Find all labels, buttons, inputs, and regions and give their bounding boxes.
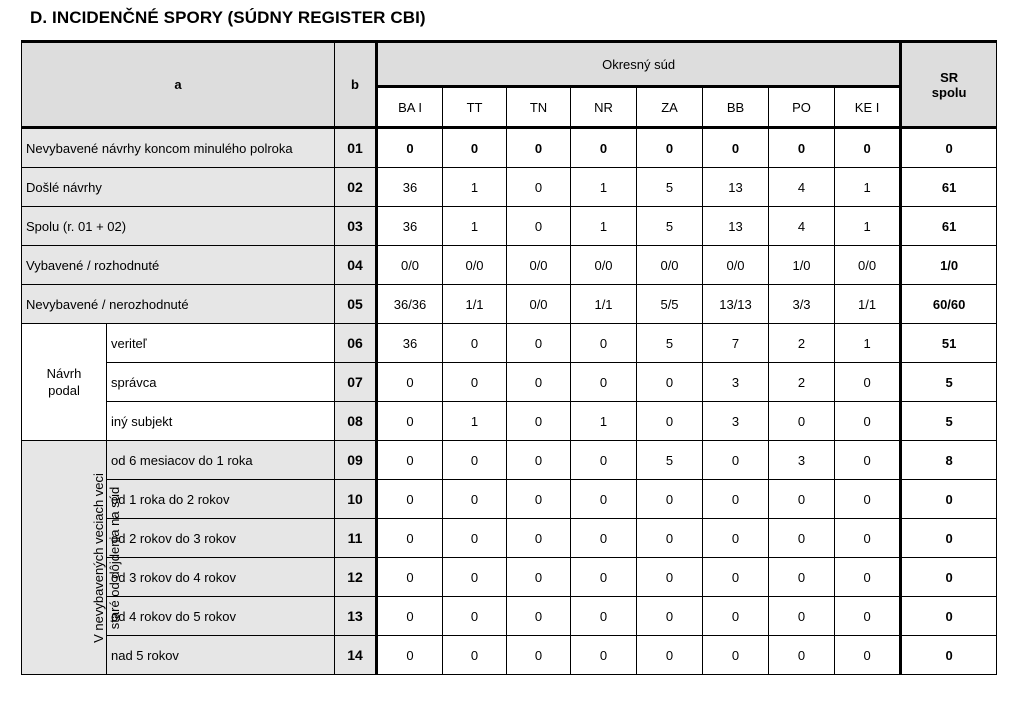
value-cell: 0 <box>769 558 835 597</box>
page-title: D. INCIDENČNÉ SPORY (SÚDNY REGISTER CBI) <box>30 8 426 27</box>
court-header-0: BA I <box>377 87 443 128</box>
value-cell: 0 <box>507 402 571 441</box>
value-cell: 0 <box>507 441 571 480</box>
value-cell: 0/0 <box>507 246 571 285</box>
row-code: 03 <box>335 207 377 246</box>
value-cell: 0/0 <box>835 246 901 285</box>
table-row <box>22 246 997 285</box>
court-header-2: TN <box>507 87 571 128</box>
row-code: 01 <box>335 128 377 168</box>
table-row <box>22 168 997 207</box>
value-cell: 2 <box>769 363 835 402</box>
value-cell: 0 <box>769 480 835 519</box>
value-cell: 1 <box>571 168 637 207</box>
value-cell: 0 <box>377 441 443 480</box>
row-label: správca <box>107 363 335 402</box>
value-cell: 0 <box>507 207 571 246</box>
value-cell: 3 <box>703 363 769 402</box>
value-cell: 1/0 <box>769 246 835 285</box>
value-cell: 1 <box>835 168 901 207</box>
header-sr-spolu <box>901 42 997 128</box>
total-cell: 0 <box>901 519 997 558</box>
value-cell: 0 <box>571 558 637 597</box>
table-row <box>22 597 997 636</box>
group-stare-veci-label <box>91 473 123 643</box>
value-cell: 1 <box>835 207 901 246</box>
value-cell: 0 <box>769 519 835 558</box>
row-code: 09 <box>335 441 377 480</box>
value-cell: 1/1 <box>571 285 637 324</box>
value-cell: 0 <box>377 636 443 675</box>
row-label: od 2 rokov do 3 rokov <box>107 519 335 558</box>
row-label: od 3 rokov do 4 rokov <box>107 558 335 597</box>
value-cell: 0 <box>637 128 703 168</box>
value-cell: 0/0 <box>443 246 507 285</box>
value-cell: 0 <box>769 597 835 636</box>
value-cell: 0 <box>507 480 571 519</box>
value-cell: 0 <box>571 441 637 480</box>
value-cell: 13/13 <box>703 285 769 324</box>
value-cell: 0 <box>443 636 507 675</box>
row-code: 13 <box>335 597 377 636</box>
value-cell: 0 <box>835 597 901 636</box>
row-label: Vybavené / rozhodnuté <box>22 246 335 285</box>
value-cell: 1/1 <box>835 285 901 324</box>
value-cell: 0 <box>769 128 835 168</box>
value-cell: 7 <box>703 324 769 363</box>
incidence-disputes-table-wrap <box>21 40 996 675</box>
value-cell: 0/0 <box>637 246 703 285</box>
header-col-b: b <box>335 42 377 128</box>
value-cell: 0 <box>835 402 901 441</box>
value-cell: 1 <box>443 402 507 441</box>
total-cell: 0 <box>901 636 997 675</box>
value-cell: 0 <box>507 128 571 168</box>
court-header-4: ZA <box>637 87 703 128</box>
value-cell: 0 <box>637 519 703 558</box>
table-row <box>22 402 997 441</box>
value-cell: 0 <box>443 597 507 636</box>
value-cell: 0 <box>571 597 637 636</box>
row-label: Nevybavené / nerozhodnuté <box>22 285 335 324</box>
value-cell: 36 <box>377 324 443 363</box>
total-cell: 8 <box>901 441 997 480</box>
value-cell: 4 <box>769 168 835 207</box>
row-code: 07 <box>335 363 377 402</box>
value-cell: 0 <box>703 558 769 597</box>
value-cell: 0 <box>571 324 637 363</box>
table-row <box>22 324 997 363</box>
court-header-3: NR <box>571 87 637 128</box>
value-cell: 3 <box>703 402 769 441</box>
value-cell: 0 <box>377 558 443 597</box>
total-cell: 0 <box>901 480 997 519</box>
value-cell: 0 <box>703 636 769 675</box>
value-cell: 13 <box>703 168 769 207</box>
value-cell: 36 <box>377 168 443 207</box>
value-cell: 0 <box>571 363 637 402</box>
value-cell: 1/1 <box>443 285 507 324</box>
table-row <box>22 636 997 675</box>
total-cell: 61 <box>901 168 997 207</box>
row-label: od 4 rokov do 5 rokov <box>107 597 335 636</box>
value-cell: 0 <box>571 480 637 519</box>
value-cell: 0 <box>507 519 571 558</box>
value-cell: 0 <box>571 636 637 675</box>
row-code: 14 <box>335 636 377 675</box>
value-cell: 0/0 <box>571 246 637 285</box>
court-header-5: BB <box>703 87 769 128</box>
row-code: 05 <box>335 285 377 324</box>
table-row <box>22 441 997 480</box>
value-cell: 0 <box>703 128 769 168</box>
value-cell: 0 <box>443 480 507 519</box>
value-cell: 5 <box>637 168 703 207</box>
value-cell: 0 <box>507 324 571 363</box>
table-row <box>22 285 997 324</box>
court-header-6: PO <box>769 87 835 128</box>
total-cell: 5 <box>901 363 997 402</box>
total-cell: 61 <box>901 207 997 246</box>
value-cell: 0 <box>637 636 703 675</box>
value-cell: 13 <box>703 207 769 246</box>
header-row-1 <box>22 42 997 87</box>
value-cell: 0 <box>507 636 571 675</box>
group-navrh-podal-line1: Návrh <box>46 366 82 381</box>
value-cell: 0 <box>507 363 571 402</box>
header-okresny-sud: Okresný súd <box>377 42 901 87</box>
value-cell: 0 <box>703 519 769 558</box>
value-cell: 5 <box>637 324 703 363</box>
value-cell: 0 <box>637 480 703 519</box>
value-cell: 0 <box>377 363 443 402</box>
row-label: veriteľ <box>107 324 335 363</box>
value-cell: 0 <box>637 597 703 636</box>
total-cell: 0 <box>901 128 997 168</box>
value-cell: 2 <box>769 324 835 363</box>
total-cell: 1/0 <box>901 246 997 285</box>
value-cell: 36 <box>377 207 443 246</box>
value-cell: 0 <box>835 636 901 675</box>
header-sr-line1: SR <box>940 69 959 85</box>
group-stare-veci <box>22 441 122 675</box>
table-row <box>22 128 997 168</box>
header-col-a: a <box>22 42 335 128</box>
value-cell: 0 <box>507 168 571 207</box>
value-cell: 4 <box>769 207 835 246</box>
value-cell: 0 <box>443 558 507 597</box>
group-stare-veci-line1: V nevybavených veciach veci <box>90 472 106 643</box>
group-navrh-podal-line2: podal <box>48 383 80 398</box>
value-cell: 5 <box>637 207 703 246</box>
header-sr-line2: spolu <box>931 84 967 100</box>
row-code: 08 <box>335 402 377 441</box>
total-cell: 60/60 <box>901 285 997 324</box>
value-cell: 0 <box>443 519 507 558</box>
group-navrh-podal <box>22 324 107 441</box>
row-code: 02 <box>335 168 377 207</box>
total-cell: 5 <box>901 402 997 441</box>
row-label: nad 5 rokov <box>107 636 335 675</box>
value-cell: 5/5 <box>637 285 703 324</box>
incidence-disputes-table <box>21 40 997 675</box>
value-cell: 0 <box>703 480 769 519</box>
value-cell: 0 <box>835 519 901 558</box>
value-cell: 0 <box>703 441 769 480</box>
value-cell: 0 <box>835 558 901 597</box>
value-cell: 1 <box>443 168 507 207</box>
row-label: Nevybavené návrhy koncom minulého polroka <box>22 128 335 168</box>
value-cell: 0/0 <box>507 285 571 324</box>
value-cell: 0 <box>835 363 901 402</box>
value-cell: 1 <box>835 324 901 363</box>
value-cell: 1 <box>571 207 637 246</box>
table-row <box>22 207 997 246</box>
row-label: Došlé návrhy <box>22 168 335 207</box>
value-cell: 5 <box>637 441 703 480</box>
value-cell: 0 <box>443 441 507 480</box>
table-row <box>22 363 997 402</box>
value-cell: 3/3 <box>769 285 835 324</box>
total-cell: 0 <box>901 597 997 636</box>
row-code: 06 <box>335 324 377 363</box>
row-label: iný subjekt <box>107 402 335 441</box>
value-cell: 0 <box>377 480 443 519</box>
value-cell: 1 <box>443 207 507 246</box>
group-stare-veci-line2: staré od dôjdenia na súd <box>106 486 122 629</box>
value-cell: 0 <box>571 128 637 168</box>
value-cell: 3 <box>769 441 835 480</box>
row-code: 12 <box>335 558 377 597</box>
value-cell: 0 <box>637 558 703 597</box>
value-cell: 0 <box>443 128 507 168</box>
value-cell: 0 <box>769 636 835 675</box>
value-cell: 0 <box>443 363 507 402</box>
value-cell: 0 <box>507 558 571 597</box>
value-cell: 0 <box>835 441 901 480</box>
value-cell: 0 <box>377 519 443 558</box>
table-row <box>22 480 997 519</box>
row-code: 04 <box>335 246 377 285</box>
court-header-7: KE I <box>835 87 901 128</box>
value-cell: 36/36 <box>377 285 443 324</box>
row-label: od 1 roka do 2 rokov <box>107 480 335 519</box>
total-cell: 51 <box>901 324 997 363</box>
value-cell: 1 <box>571 402 637 441</box>
value-cell: 0 <box>835 128 901 168</box>
value-cell: 0 <box>637 402 703 441</box>
row-code: 10 <box>335 480 377 519</box>
row-label: od 6 mesiacov do 1 roka <box>107 441 335 480</box>
value-cell: 0 <box>637 363 703 402</box>
row-label: Spolu (r. 01 + 02) <box>22 207 335 246</box>
value-cell: 0 <box>443 324 507 363</box>
value-cell: 0 <box>377 597 443 636</box>
value-cell: 0 <box>571 519 637 558</box>
table-row <box>22 558 997 597</box>
total-cell: 0 <box>901 558 997 597</box>
value-cell: 0 <box>769 402 835 441</box>
value-cell: 0 <box>703 597 769 636</box>
row-code: 11 <box>335 519 377 558</box>
value-cell: 0 <box>377 402 443 441</box>
value-cell: 0 <box>507 597 571 636</box>
court-header-1: TT <box>443 87 507 128</box>
value-cell: 0 <box>377 128 443 168</box>
table-row <box>22 519 997 558</box>
value-cell: 0/0 <box>377 246 443 285</box>
value-cell: 0 <box>835 480 901 519</box>
value-cell: 0/0 <box>703 246 769 285</box>
